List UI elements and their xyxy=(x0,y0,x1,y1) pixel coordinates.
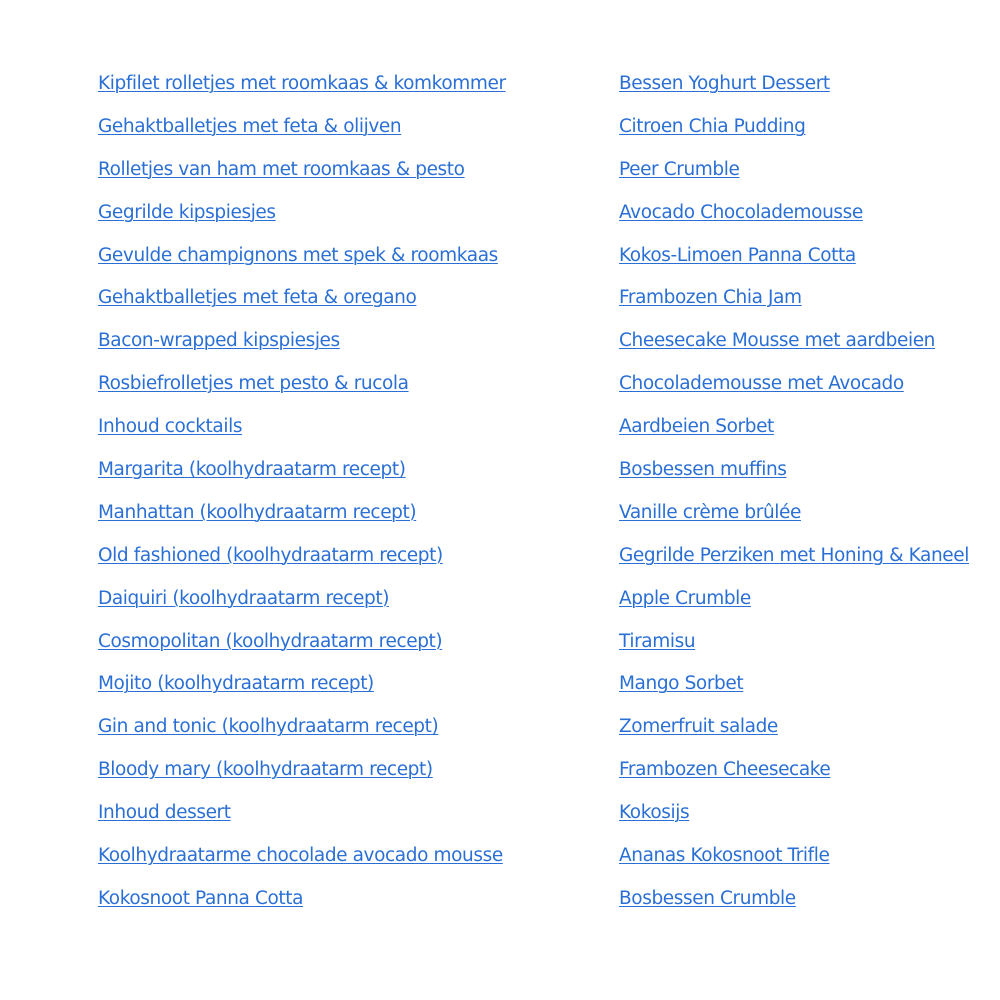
recipe-link[interactable]: Tiramisu xyxy=(619,630,696,652)
recipe-link[interactable]: Kipfilet rolletjes met roomkaas & komkommer xyxy=(98,73,506,94)
recipe-link[interactable]: Cosmopolitan (koolhydraatarm recept) xyxy=(98,630,443,652)
recipe-link[interactable]: Mango Sorbet xyxy=(619,673,744,695)
recipe-link[interactable]: Citroen Chia Pudding xyxy=(619,115,806,137)
recipe-link[interactable]: Apple Crumble xyxy=(619,587,751,609)
list-item xyxy=(98,325,578,368)
recipe-link[interactable]: Ananas Kokosnoot Trifle xyxy=(619,845,830,867)
recipe-link[interactable]: Old fashioned (koolhydraatarm recept) xyxy=(98,544,443,566)
recipe-link[interactable]: Bessen Yoghurt Dessert xyxy=(619,73,830,94)
recipe-link[interactable]: Peer Crumble xyxy=(619,158,740,180)
right-link-list xyxy=(619,68,994,926)
list-item xyxy=(619,368,994,411)
recipe-link[interactable]: Mojito (koolhydraatarm recept) xyxy=(98,673,374,695)
recipe-link[interactable]: Koolhydraatarme chocolade avocado mousse xyxy=(98,845,503,867)
left-link-list xyxy=(98,68,578,926)
list-item xyxy=(98,197,578,240)
list-item xyxy=(98,240,578,283)
recipe-link[interactable]: Chocolademousse met Avocado xyxy=(619,373,904,395)
list-item xyxy=(98,68,578,111)
recipe-link[interactable]: Rosbiefrolletjes met pesto & rucola xyxy=(98,373,409,395)
recipe-link[interactable]: Bosbessen Crumble xyxy=(619,887,796,909)
list-item xyxy=(619,668,994,711)
list-item xyxy=(619,454,994,497)
recipe-link[interactable]: Gevulde champignons met spek & roomkaas xyxy=(98,244,498,266)
recipe-link[interactable]: Vanille crème brûlée xyxy=(619,501,801,523)
list-item xyxy=(98,626,578,669)
list-item xyxy=(98,540,578,583)
recipe-link[interactable]: Kokosnoot Panna Cotta xyxy=(98,887,304,909)
list-item xyxy=(619,154,994,197)
list-item xyxy=(619,68,994,111)
list-item xyxy=(98,411,578,454)
list-item xyxy=(619,540,994,583)
list-item xyxy=(98,797,578,840)
list-item xyxy=(619,111,994,154)
list-item xyxy=(619,240,994,283)
list-item xyxy=(619,711,994,754)
recipe-link[interactable]: Manhattan (koolhydraatarm recept) xyxy=(98,501,417,523)
section-link-cocktails[interactable]: Inhoud cocktails xyxy=(98,416,243,438)
list-item xyxy=(98,883,578,926)
recipe-link[interactable]: Gehaktballetjes met feta & olijven xyxy=(98,115,402,137)
list-item xyxy=(98,111,578,154)
recipe-link[interactable]: Kokosijs xyxy=(619,802,690,824)
list-item xyxy=(98,711,578,754)
recipe-link[interactable]: Rolletjes van ham met roomkaas & pesto xyxy=(98,158,465,180)
recipe-link[interactable]: Frambozen Chia Jam xyxy=(619,287,802,309)
recipe-link[interactable]: Bloody mary (koolhydraatarm recept) xyxy=(98,759,433,781)
list-item xyxy=(98,754,578,797)
list-item xyxy=(619,497,994,540)
recipe-link[interactable]: Cheesecake Mousse met aardbeien xyxy=(619,330,936,352)
list-item xyxy=(619,797,994,840)
recipe-link[interactable]: Aardbeien Sorbet xyxy=(619,416,774,438)
section-link-dessert[interactable]: Inhoud dessert xyxy=(98,802,231,824)
list-item xyxy=(98,368,578,411)
list-item xyxy=(98,840,578,883)
recipe-link[interactable]: Gegrilde Perziken met Honing & Kaneel xyxy=(619,544,969,566)
list-item xyxy=(619,197,994,240)
list-item xyxy=(619,411,994,454)
recipe-link[interactable]: Frambozen Cheesecake xyxy=(619,759,831,781)
recipe-link[interactable]: Daiquiri (koolhydraatarm recept) xyxy=(98,587,390,609)
recipe-link[interactable]: Margarita (koolhydraatarm recept) xyxy=(98,459,406,481)
recipe-link[interactable]: Kokos-Limoen Panna Cotta xyxy=(619,244,856,266)
recipe-link[interactable]: Gegrilde kipspiesjes xyxy=(98,201,276,223)
list-item xyxy=(619,754,994,797)
list-item xyxy=(98,583,578,626)
recipe-link[interactable]: Zomerfruit salade xyxy=(619,716,778,738)
list-item xyxy=(619,840,994,883)
list-item xyxy=(619,325,994,368)
recipe-link[interactable]: Gin and tonic (koolhydraatarm recept) xyxy=(98,716,439,738)
list-item xyxy=(98,454,578,497)
list-item xyxy=(619,883,994,926)
list-item xyxy=(98,282,578,325)
list-item xyxy=(98,668,578,711)
recipe-link[interactable]: Avocado Chocolademousse xyxy=(619,201,863,223)
list-item xyxy=(98,154,578,197)
recipe-link[interactable]: Gehaktballetjes met feta & oregano xyxy=(98,287,417,309)
list-item xyxy=(619,626,994,669)
list-item xyxy=(619,282,994,325)
recipe-link[interactable]: Bacon-wrapped kipspiesjes xyxy=(98,330,340,352)
list-item xyxy=(98,497,578,540)
recipe-link[interactable]: Bosbessen muffins xyxy=(619,459,787,481)
list-item xyxy=(619,583,994,626)
